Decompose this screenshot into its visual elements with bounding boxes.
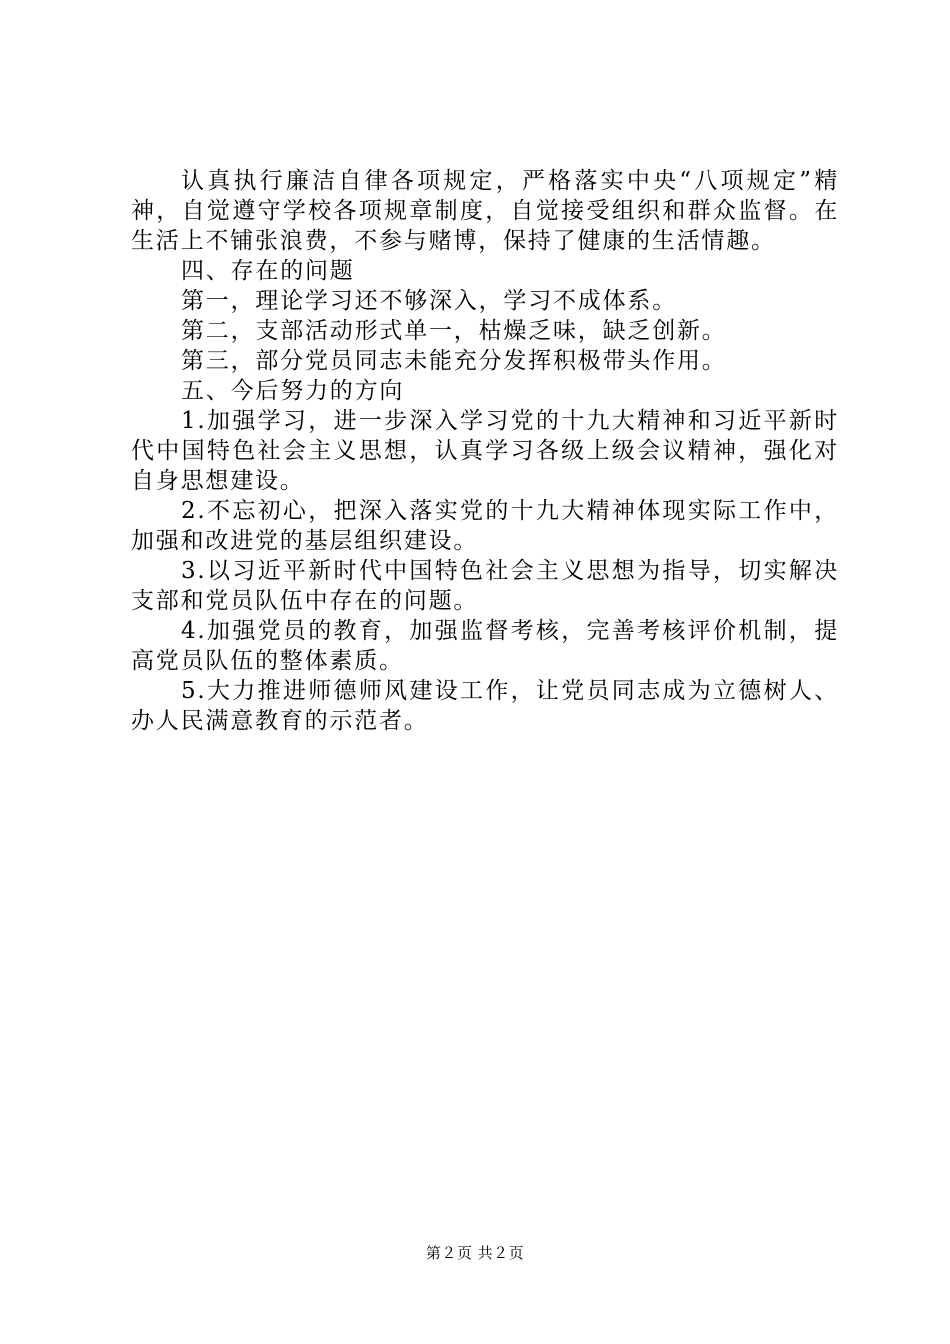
direction-item-4: 4.加强党员的教育，加强监督考核，完善考核评价机制，提高党员队伍的整体素质。 <box>131 618 839 674</box>
heading-future-direction: 五、今后努力的方向 <box>181 378 405 404</box>
direction-item-1: 1.加强学习，进一步深入学习党的十九大精神和习近平新时代中国特色社会主义思想，认真学习各级上级会议精神，强化对自身思想建设。 <box>131 408 839 494</box>
problem-item-1: 第一，理论学习还不够深入，学习不成体系。 <box>181 288 677 314</box>
direction-item-5: 5.大力推进师德师风建设工作，让党员同志成为立德树人、办人民满意教育的示范者。 <box>131 678 839 734</box>
paragraph-integrity: 认真执行廉洁自律各项规定，严格落实中央“八项规定”精神，自觉遵守学校各项规章制度，自觉接受组织和群众监督。在生活上不铺张浪费，不参与赌博，保持了健康的生活情趣。 <box>131 168 839 254</box>
problem-item-3: 第三，部分党员同志未能充分发挥积极带头作用。 <box>181 348 727 374</box>
direction-item-2: 2.不忘初心，把深入落实党的十九大精神体现实际工作中，加强和改进党的基层组织建设。 <box>131 498 839 554</box>
direction-item-3: 3.以习近平新时代中国特色社会主义思想为指导，切实解决支部和党员队伍中存在的问题。 <box>131 558 839 614</box>
page-number-footer: 第２页 共２页 <box>425 1244 525 1262</box>
problem-item-2: 第二，支部活动形式单一，枯燥乏味，缺乏创新。 <box>181 318 727 344</box>
document-body <box>131 166 839 736</box>
heading-existing-problems: 四、存在的问题 <box>181 258 355 284</box>
